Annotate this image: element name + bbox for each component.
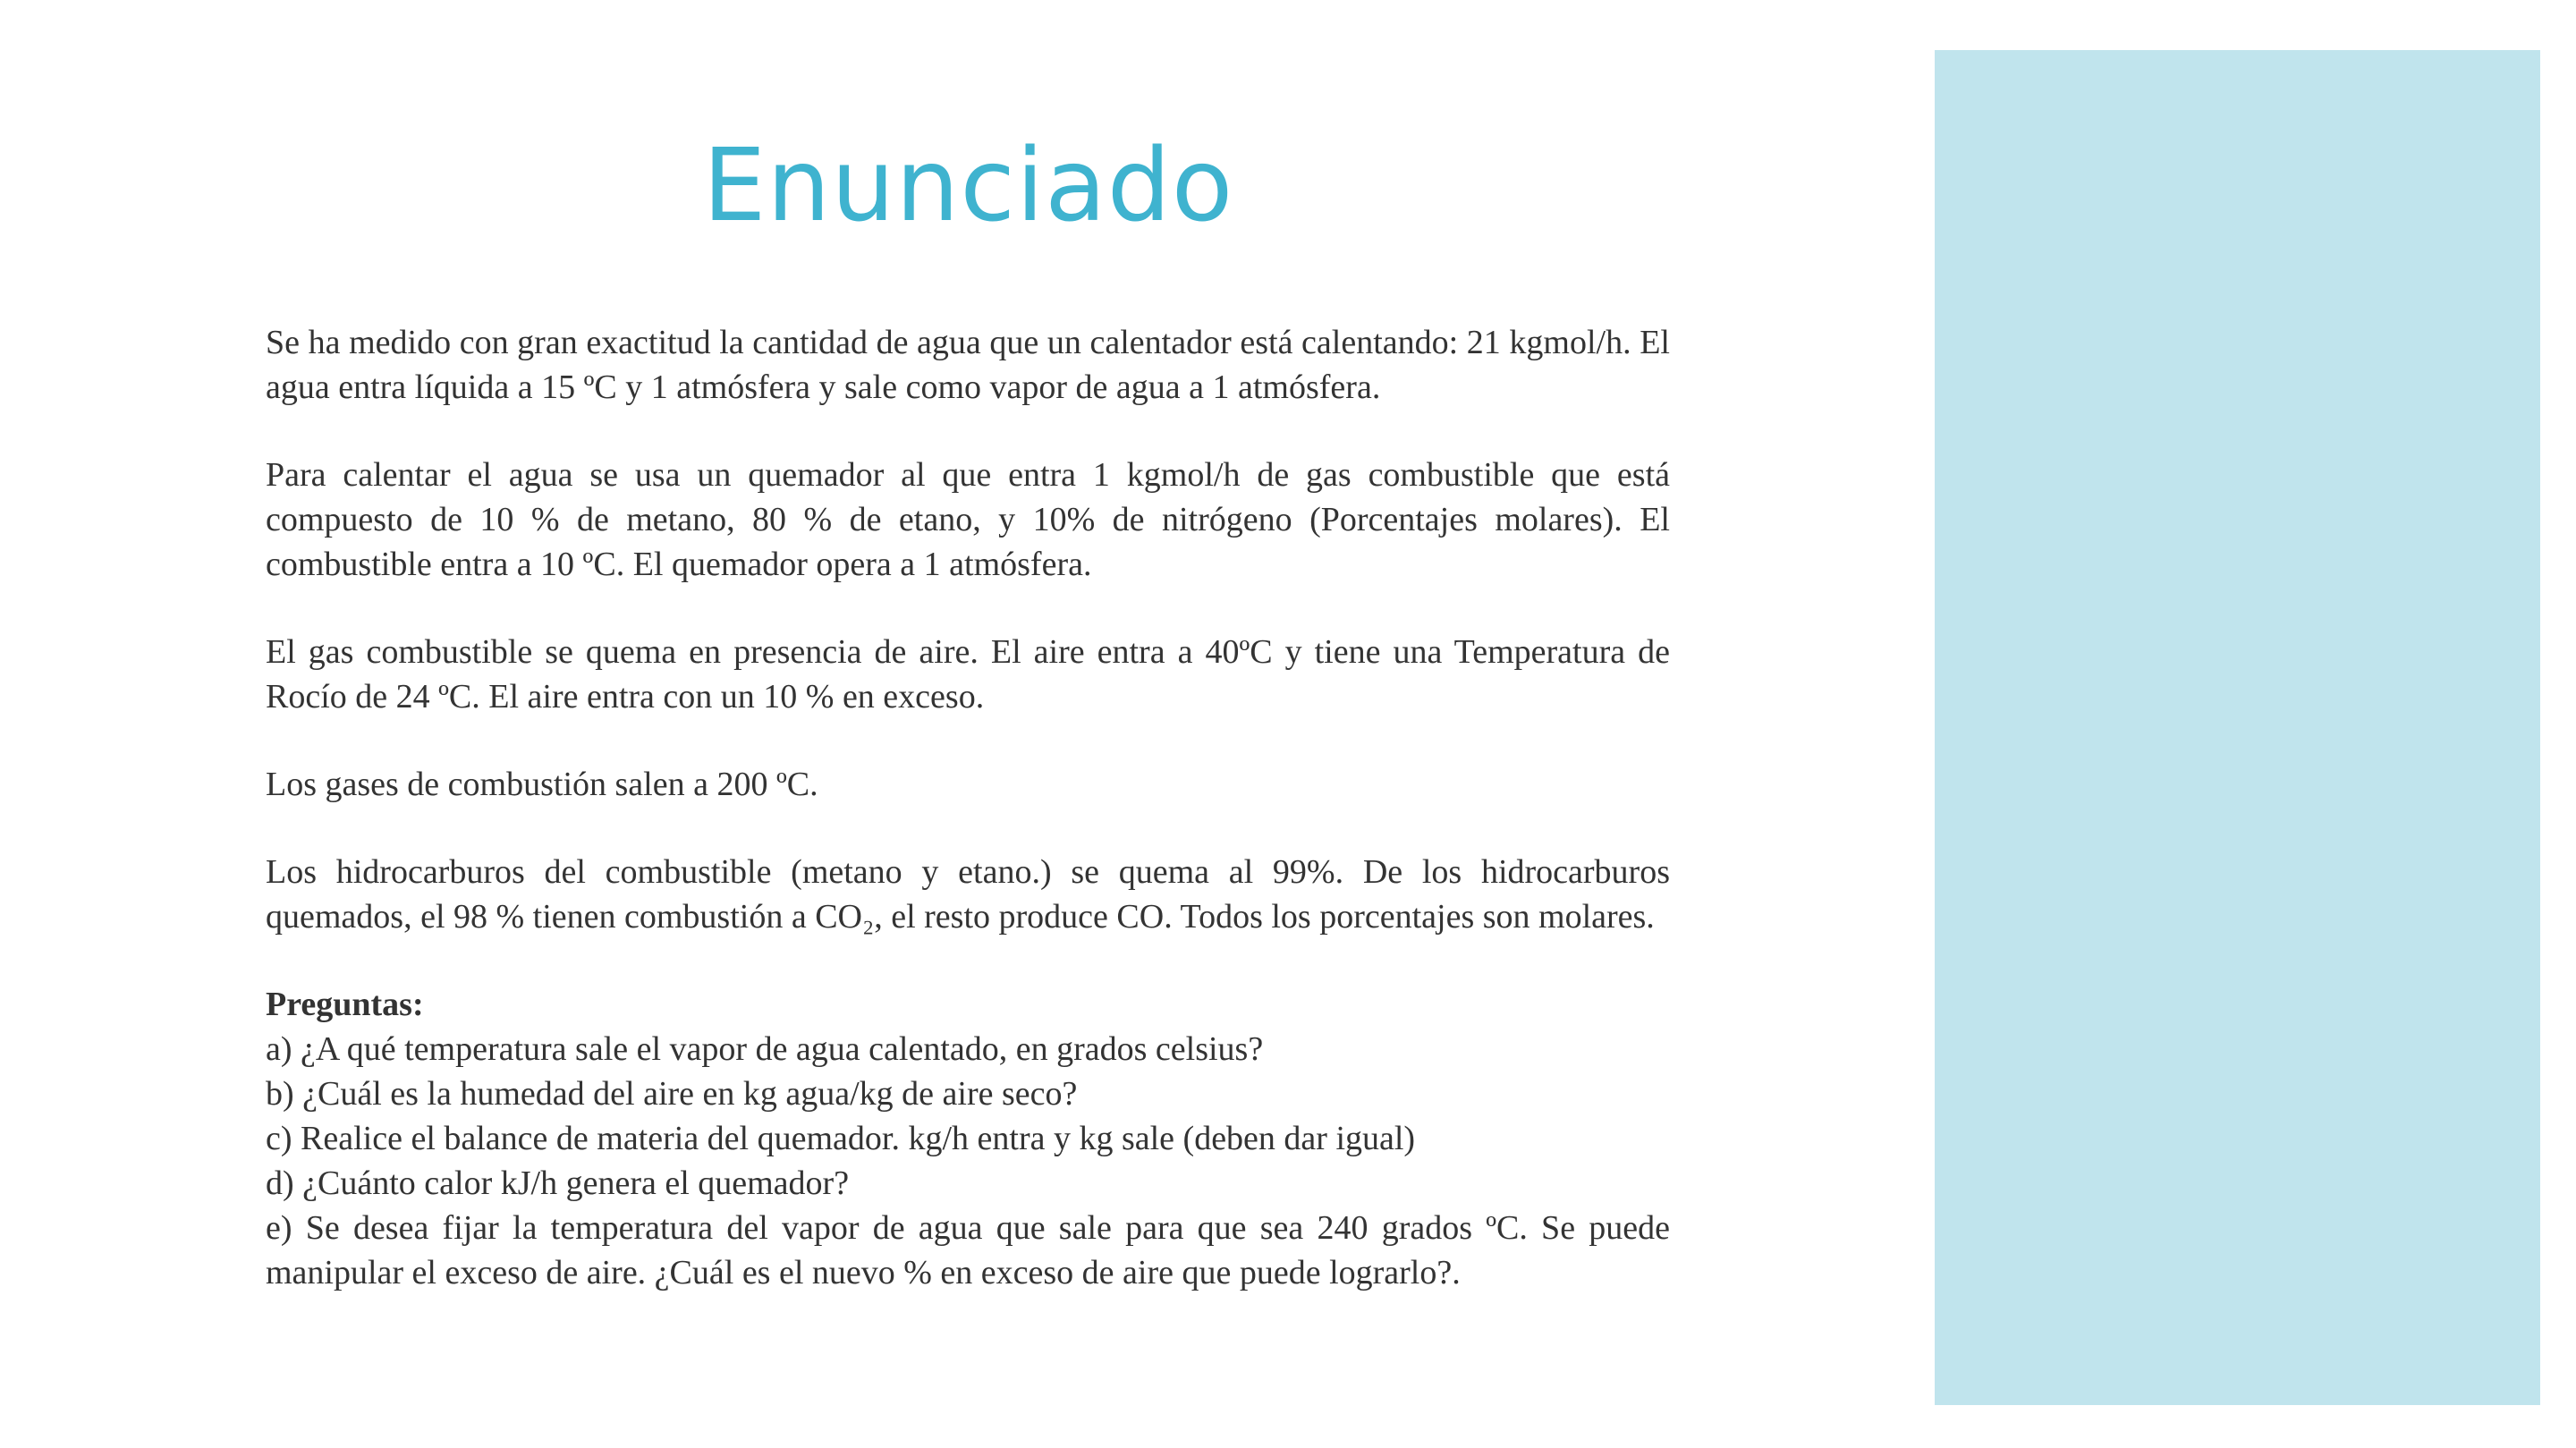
side-color-panel xyxy=(1935,50,2540,1405)
paragraph-4: Los gases de combustión salen a 200 ºC. xyxy=(266,766,818,803)
slide-title: Enunciado xyxy=(702,128,1234,244)
question-c: c) Realice el balance de materia del quemador. kg/h entra y kg sale (deben dar igual) xyxy=(266,1120,1416,1157)
question-d: d) ¿Cuánto calor kJ/h genera el quemador? xyxy=(266,1164,850,1202)
problem-statement xyxy=(266,320,1670,1295)
question-b: b) ¿Cuál es la humedad del aire en kg agua/kg de aire seco? xyxy=(266,1075,1078,1113)
questions-heading: Preguntas: xyxy=(266,986,424,1023)
paragraph-3: El gas combustible se quema en presencia de aire. El aire entra a 40ºC y tiene una Temperatura de Rocío de 24 ºC. El aire entra con un 10 % en exceso. xyxy=(266,633,1670,716)
paragraph-5: Los hidrocarburos del combustible (metano y etano.) se quema al 99%. De los hidrocarburos quemados, el 98 % tienen combustión a CO₂, el resto produce CO. Todos los porcentajes son molares. xyxy=(266,853,1670,936)
question-a: a) ¿A qué temperatura sale el vapor de agua calentado, en grados celsius? xyxy=(266,1030,1264,1068)
question-e: e) Se desea fijar la temperatura del vapor de agua que sale para que sea 240 grados ºC. Se puede manipular el exceso de aire. ¿Cuál es el nuevo % en exceso de aire que puede lograrlo?. xyxy=(266,1209,1670,1291)
questions-section xyxy=(266,982,1670,1295)
paragraph-2: Para calentar el agua se usa un quemador al que entra 1 kgmol/h de gas combustible que está compuesto de 10 % de metano, 80 % de etano, y 10% de nitrógeno (Porcentajes molares). El combustible entra a 10 ºC. El quemador opera a 1 atmósfera. xyxy=(266,456,1670,583)
paragraph-1: Se ha medido con gran exactitud la cantidad de agua que un calentador está calentando: 21 kgmol/h. El agua entra líquida a 15 ºC y 1 atmósfera y sale como vapor de agua a 1 atmósfera. xyxy=(266,324,1670,406)
